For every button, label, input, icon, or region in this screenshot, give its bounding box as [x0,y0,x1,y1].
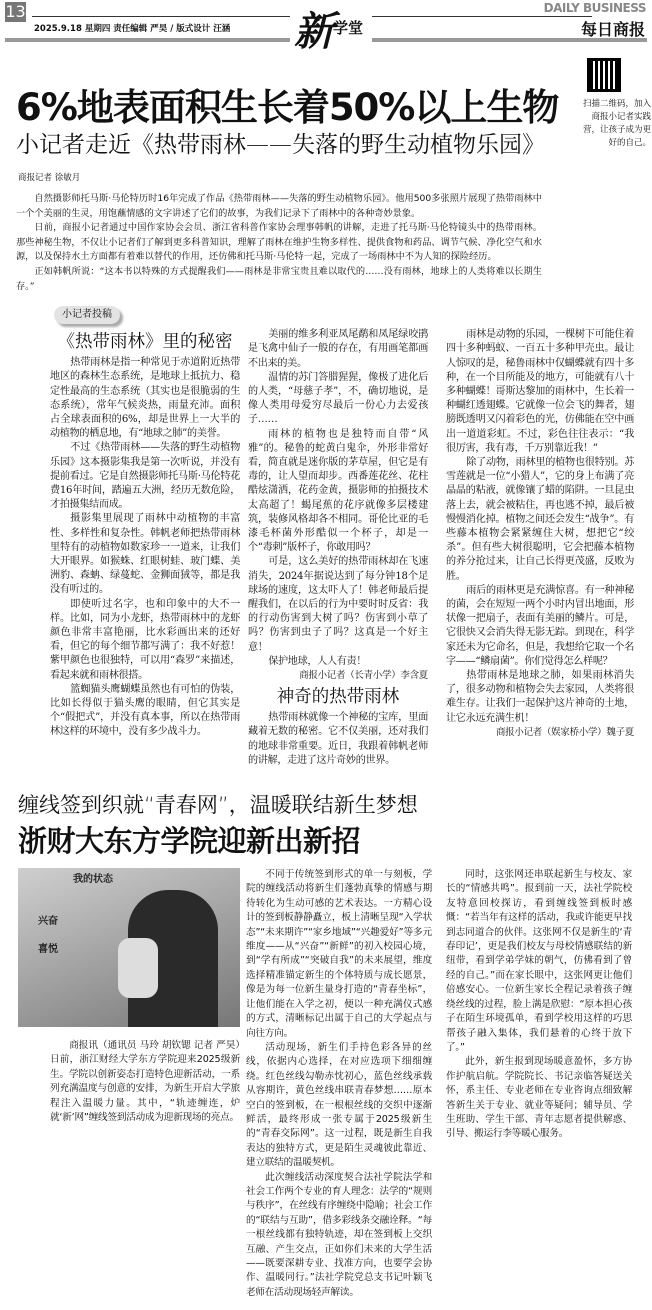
story2-photo-column [18,868,240,1125]
main-content [0,86,652,1310]
paragraph: 雨后的雨林更是充满惊喜。有一种神秘的菌，会在短短一两个小时内冒出地面，形状像一把扇子，表面有美丽的鳞片。可是，它很快又会消失得无影无踪。到现在，科学家还未为它命名，但是，我想给它取一个名字——“鳞扇菌”。你们觉得怎么样呢？ [446,584,634,667]
news-photo [18,868,240,1027]
page-number: 13 [5,2,26,21]
paragraph: 雨林的植物也是独特而自带“风雅”的。秘鲁的蛇黄白鬼伞，外形非常好看，简直就是迷你版的茅草屋，但它是有毒的，让人望而却步。西番莲花丝、花柱酷炫潇洒，花药金黄，摄影师的拍摄技术太高超了！蝎尾蕉的花序就像多层楼建筑，装修风格却各不相同。哥伦比亚的毛漆毛杯菌外形酷似一个杯子，却是一个“毒刺”版杯子，你敢用吗？ [248,428,428,554]
paragraph: 不过《热带雨林——失落的野生动植物乐园》这本摄影集我是第一次听说，并没有提前看过。它是自然摄影师托马斯·马伦特花费16年时间，踏遍五大洲，经历无数危险，才拍摄集结而成。 [50,442,240,511]
student-shirt [118,938,158,998]
paragraph: 保护地球，人人有责！ [268,655,367,667]
header-rule [372,16,592,17]
paragraph: 篮蜘猫头鹰蝴蝶虽然也有可怕的伪装，比如长得似于猫头鹰的眼睛，但它其实是个“假把式”，并没有真本事，所以在热带雨林这样的环境中，没有多少战斗力。 [50,683,240,738]
section-logo: 新 [294,8,334,55]
paragraph: 热带雨林就像一个神秘的宝库，里面藏着无数的秘密。它不仅美丽，还对我们的地球非常重要。近日，我跟着韩帆老师的讲解，走进了这片奇妙的世界。 [248,712,428,766]
paragraph: 热带雨林是指一种常见于赤道附近热带地区的森林生态系统，是地球上抵抗力、稳定性最高的生态系统（其实也是很脆弱的生态系统），常年气候炎热，雨量充沛。面积占全球表面积的6%，却是世界上一大半的动植物的栖息地，有“地球之肺”的美誉。 [50,357,240,440]
signature: 商报小记者（娱家桥小学）魏子夏 [495,726,634,738]
paragraph: 此次缠线活动深度契合法社学院法学和社会工作两个专业的育人理念：法学的“规则与秩序”，在丝线有序缠绕中隐喻；社会工作的“联结与互助”，借多彩线条交融诠释。“每一根丝线都有独特轨迹，却在签到板上交织互融、产生交点，正如你们未来的大学生活——既要深耕专业、找准方向，也要学会协作、温暖同行。”法社学院党总支书记叶颖飞老师在活动现场轻声解读。 [246,1171,432,1298]
section-name: 学堂 [333,19,364,37]
dateline: 2025.9.18 星期四 责任编辑 严昊 / 版式设计 汪涵 [34,24,231,34]
photo-label: 我的状态 [73,874,113,886]
essay-title: 《热带雨林》里的秘密 [57,332,233,353]
paragraph: 活动现场，新生们手持色彩各异的丝线，依据内心选择，在对应选项下细细缠绕。红色丝线勾勒赤忱初心，蓝色丝线承载从容期许，黄色丝线串联青春梦想……原本空白的签到板，在一根根丝线的交织中逐渐鲜活，最终形成一张专属于2025级新生的“青春交际网”。这一过程，既是新生自我表达的独特方式，更是陌生灵魂彼此靠近、建立联结的温暖契机。 [246,1041,432,1169]
paragraph: 可是，这么美好的热带雨林却在飞速消失，2024年据说达到了每分钟18个足球场的速度，这太吓人了！韩老师最后提醒我们，在以后的行为中要时时反省：我的行动伤害到大树了吗？伤害到小草了吗？伤害到虫子了吗？这真是一个好主意！ [248,556,428,653]
essay2-col3 [446,328,634,740]
photo-caption [50,1039,240,1125]
paragraph: 此外，新生报到现场暖意盈怀，多方协作护航启航。学院院长、书记亲临答疑送关怀，系主任、专业老师在专业咨询点细致解答新生关于专业、就业等疑问；辅导员、学生班助、学生干部、青年志愿者提供解惑、引导、搬运行李等暖心服务。 [446,1056,632,1140]
paragraph: 温情的苏门答腊猩猩，像极了进化后的人类，“母慈子孝”，不，确切地说，是像人类用母爱穷尽最后一份心力去爱孩子…… [248,371,428,426]
story2-subheadline: 缠线签到织就“青春网”，温暖联结新生梦想 [18,793,418,818]
paragraph: 除了动物，雨林里的植物也很特别。苏雪莲就是一位“小猎人”，它的身上布满了亮晶晶的粘液，就像镶了蜡的陷阱。一旦昆虫落上去，就会被粘住，再也逃不掉，最后被慢慢消化掉。植物之间还会发生“战争”。有些藤本植物会紧紧缠住大树，想把它“绞杀”。但有些大树很聪明，它会把藤本植物的养分抢过来，让自己长得更茂盛，反败为胜。 [446,456,634,582]
paragraph: 热带雨林是地球之肺，如果雨林消失了，很多动物和植物会失去家园，人类将很难生存。让我们一起保护这片神奇的土地，让它永远充满生机！ [446,670,634,724]
paragraph: 不同于传统签到形式的单一与刻板，学院的缠线活动将新生们蓬勃真挚的情感与期待转化为生动可感的艺术表达。一方精心设计的签到板静静矗立，板上清晰呈现“入学状态”“未来期许”“家乡地域”“兴趣爱好”等多元维度——从“兴奋”“新鲜”的初入校园心境，到“学有所成”“突破自我”的未来展望，维度选择精准锚定新生的个体特质与成长愿景，像是为每一位新生量身打造的“青春坐标”，让他们能在入学之初，便以一种充满仪式感的方式，清晰标记出属于自己的大学起点与向往方向。 [246,869,432,1039]
story2-col2 [246,868,432,1300]
paragraph: 美丽的维多利亚凤尾鹬和凤尾绿咬鹃是飞禽中仙子一般的存在，有用画笔都画不出来的美。 [248,329,428,369]
essay1-col1 [50,328,240,739]
paragraph: 即使听过名字，也和印象中的大不一样。比如，同为小龙虾，热带雨林中的龙虾颜色非常丰富艳丽，比水彩画出来的还好看，但它的每个细节都写满了：我不好惹！紫甲颜色也很独特，可以用“森罗”来描述，看起来就和雨林很搭。 [50,598,240,681]
byline: 商报记者 徐敏月 [18,173,81,183]
paragraph: 正如韩帆所说：“这本书以特殊的方式提醒我们——雨林是非常宝贵且难以取代的……没有雨林，地球上的人类将难以长期生存。” [16,265,542,292]
headline: 6%地表面积生长着50%以上生物 [16,86,559,129]
header-rule [32,16,290,17]
paragraph: 日前，商报小记者通过中国作家协会会员、浙江省科普作家协会理事韩帆的讲解，走进了托马斯·马伦特镜头中的热带雨林。那些神秘生物，不仅让小记者们了解到更多科普知识，理解了雨林在维护生物多样性、提供食物和药品、调节气候、净化空气和水源，以及保持水土方面都有着难以替代的作用，还仿佛和托马斯·马伦特一起，完成了一场雨林中不为人知的探险经历。 [16,222,542,263]
essay-title: 神奇的热带雨林 [276,687,400,708]
qr-caption: 扫描二维码，加入商报小记者实践营，让孩子成为更好的自己。 [583,99,652,148]
photo-label: 喜悦 [38,944,58,956]
paper-name-en: DAILY BUSINESS [543,1,646,15]
story2-col3 [446,868,632,1142]
paragraph: 自然摄影师托马斯·马伦特历时16年完成了作品《热带雨林——失落的野生动植物乐园》。他用500多张照片展现了热带雨林中一个个美丽的生灵，用饱蘸情感的文字讲述了它们的故事，为我们记录下了雨林中的各种奇妙景象。 [16,193,542,219]
subheadline: 小记者走近《热带雨林——失落的野生动植物乐园》 [16,132,545,158]
paragraph: 摄影集里展现了雨林中动植物的丰富性、多样性和复杂性。韩帆老师把热带雨林里特有的动植物如数家珍一一道来，让我们大开眼界。如猴蛛、红眼树蛙、玻门蝶、美洲豹、森蚺、绿蔓蛇、金狮面狨等，都是我没有听过的。 [50,513,240,596]
header-rule-thick [5,38,290,42]
signature: 商报小记者（长青小学）李含夏 [299,670,428,682]
essay1-col2 [248,328,428,768]
paper-name-cn: 每日商报 [580,20,645,39]
photo-label: 兴奋 [38,916,58,928]
paragraph: 同时，这张网还串联起新生与校友、家长的“情感共鸣”。报到前一天，法社学院校友特意回校探访，看到缠线签到板时感慨：“若当年有这样的活动，我或许能更早找到志同道合的伙伴。这张网不仅是新生的‘青春印记’，更是我们校友与母校情感联结的新纽带，看到学弟学妹的朝气，仿佛看到了曾经的自己。”而在家长眼中，这张网更让他们倍感安心。一位新生家长全程记录着孩子缠绕丝线的过程，脸上满是欣慰：“原本担心孩子在陌生环境孤单，看到学校用这样的巧思帮孩子融入集体，我们悬着的心终于放下了。” [446,869,632,1053]
paragraph: 雨林是动物的乐园，一棵树下可能住着四十多种蚂蚁、一百五十多种甲壳虫。最让人惊叹的是，秘鲁雨林中仅蝴蝶就有四十多种，在一个目所能及的地方，可能就有八十多种蝴蝶！哥斯达黎加的雨林中，生长着一种蝴红透翅蝶。它就像一位会飞的舞者，翅膀既透明又闪着彩色的光，仿佛能在空中画出一道道彩虹。不过，彩色往往表示：“我很厉害，我有毒，千万别靠近我！” [446,329,634,454]
intro-text [16,192,542,294]
paragraph: 商报讯（通讯员 马玲 胡钦锶 记者 严昊）日前，浙江财经大学东方学院迎来2025级新生。学院以创新姿态打造特色迎新活动，一系列充满温度与创意的安排，为新生开启大学旅程注入温暖力量。其中，“轨迹缠连，炉就‘新’网”缠线签到活动成为迎新现场的亮点。 [50,1040,240,1124]
essay-columns [0,328,652,768]
column-tag: 小记者投稿 [54,306,120,324]
story2-body [0,868,652,1310]
story2-headline: 浙财大东方学院迎新出新招 [18,824,361,859]
